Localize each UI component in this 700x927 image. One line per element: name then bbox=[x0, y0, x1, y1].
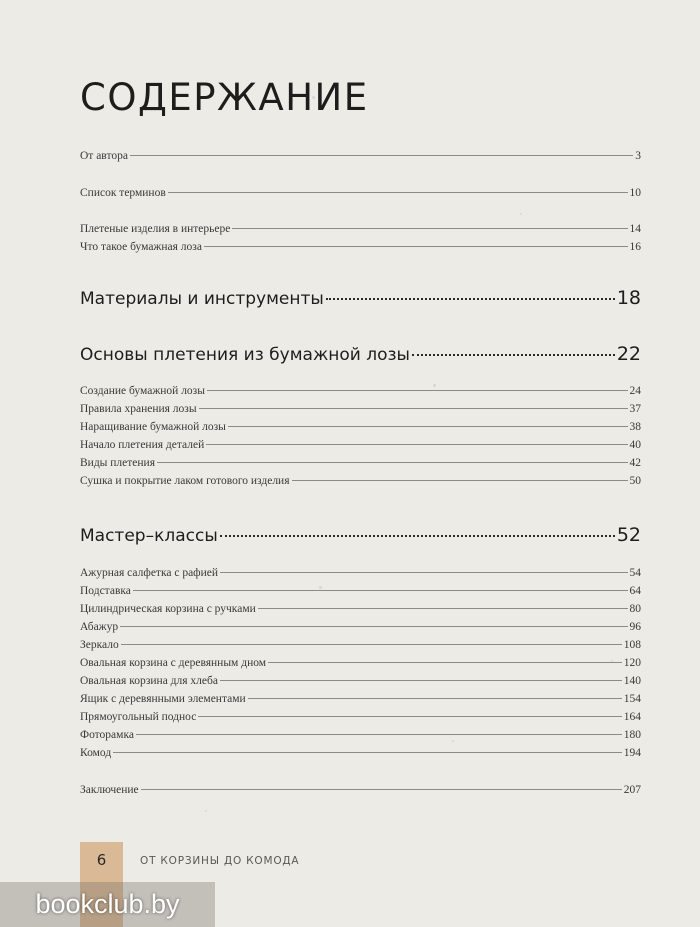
toc-entry-label: Сушка и покрытие лаком готового изделия bbox=[80, 475, 290, 487]
toc-entry-label: Фоторамка bbox=[80, 729, 134, 741]
toc-entry bbox=[80, 457, 641, 469]
toc-entry-page: 3 bbox=[635, 150, 641, 162]
toc-entry-page: 42 bbox=[629, 457, 641, 469]
toc-entry bbox=[80, 693, 641, 705]
toc-entry-page: 14 bbox=[629, 223, 641, 235]
toc-leader-line bbox=[220, 680, 622, 681]
toc-leader-line bbox=[168, 192, 628, 193]
toc-entry-page: 54 bbox=[629, 567, 641, 579]
toc-entry-label: Ажурная салфетка с рафией bbox=[80, 567, 219, 579]
toc-entry-page: 24 bbox=[629, 385, 641, 397]
toc-entry-page: 37 bbox=[629, 403, 641, 415]
toc-leader-line bbox=[157, 462, 627, 463]
toc-section bbox=[80, 343, 641, 365]
toc-leader-line bbox=[207, 390, 628, 391]
toc-section-label: Мастер–классы bbox=[80, 526, 218, 546]
toc-leader-line bbox=[141, 789, 622, 790]
toc-entry bbox=[80, 675, 641, 687]
toc-leader-line bbox=[133, 590, 628, 591]
toc-entry-page: 120 bbox=[623, 657, 641, 669]
toc-leader-line bbox=[199, 408, 628, 409]
toc-entry-label: От автора bbox=[80, 150, 128, 162]
toc-entry bbox=[80, 150, 641, 162]
toc-entry-label: Зеркало bbox=[80, 639, 119, 651]
toc-entry bbox=[80, 657, 641, 669]
toc-entry bbox=[80, 187, 641, 199]
toc-entry bbox=[80, 784, 641, 796]
toc-section-page: 22 bbox=[616, 343, 641, 365]
toc-leader-line bbox=[220, 572, 627, 573]
toc-entry-label: Овальная корзина с деревянным дном bbox=[80, 657, 267, 669]
toc-entry-label: Плетеные изделия в интерьере bbox=[80, 223, 231, 235]
toc-leader-line bbox=[120, 626, 627, 627]
toc-leader-line bbox=[121, 644, 622, 645]
toc-entry-page: 140 bbox=[623, 675, 641, 687]
toc-entry-label: Цилиндрическая корзина с ручками bbox=[80, 603, 256, 615]
toc-entry bbox=[80, 439, 641, 451]
toc-section-page: 52 bbox=[616, 524, 641, 546]
toc-entry-page: 164 bbox=[623, 711, 641, 723]
toc-entry bbox=[80, 223, 641, 235]
toc-leader-line bbox=[228, 426, 628, 427]
toc-entry-page: 80 bbox=[629, 603, 641, 615]
toc-entry bbox=[80, 729, 641, 741]
toc-entry-page: 96 bbox=[629, 621, 641, 633]
toc-leader-dots bbox=[326, 298, 615, 300]
toc-entry-label: Создание бумажной лозы bbox=[80, 385, 205, 397]
toc-leader-line bbox=[258, 608, 628, 609]
toc-section bbox=[80, 524, 641, 546]
toc-entry bbox=[80, 639, 641, 651]
toc-entry-label: Подставка bbox=[80, 585, 131, 597]
page-number: 6 bbox=[96, 851, 107, 869]
toc-entry-label: Заключение bbox=[80, 784, 139, 796]
toc-entry-label: Комод bbox=[80, 747, 112, 759]
toc-entry-label: Начало плетения деталей bbox=[80, 439, 205, 451]
toc-entry-label: Виды плетения bbox=[80, 457, 156, 469]
toc-leader-line bbox=[292, 480, 628, 481]
toc-leader-line bbox=[206, 444, 627, 445]
toc-entry bbox=[80, 385, 641, 397]
toc-entry-page: 180 bbox=[623, 729, 641, 741]
toc-entry-page: 207 bbox=[623, 784, 641, 796]
paper-texture bbox=[520, 213, 522, 215]
toc-entry-page: 50 bbox=[629, 475, 641, 487]
toc-leader-line bbox=[232, 228, 627, 229]
toc-entry-page: 10 bbox=[629, 187, 641, 199]
toc-entry bbox=[80, 475, 641, 487]
running-title: ОТ КОРЗИНЫ ДО КОМОДА bbox=[140, 855, 300, 867]
toc-leader-line bbox=[204, 246, 628, 247]
toc-entry bbox=[80, 711, 641, 723]
toc-entry bbox=[80, 585, 641, 597]
toc-entry-label: Абажур bbox=[80, 621, 119, 633]
watermark: bookclub.by bbox=[0, 882, 215, 927]
toc-leader-line bbox=[248, 698, 622, 699]
page-title: СОДЕРЖАНИЕ bbox=[80, 76, 369, 119]
toc-leader-line bbox=[198, 716, 621, 717]
toc-entry-label: Овальная корзина для хлеба bbox=[80, 675, 218, 687]
toc-entry-label: Ящик с деревянными элементами bbox=[80, 693, 246, 705]
toc-entry bbox=[80, 403, 641, 415]
toc-entry bbox=[80, 603, 641, 615]
toc-section-page: 18 bbox=[616, 287, 641, 309]
toc-leader-dots bbox=[412, 354, 615, 356]
toc-entry bbox=[80, 567, 641, 579]
toc-entry-page: 194 bbox=[623, 747, 641, 759]
toc-entry-label: Правила хранения лозы bbox=[80, 403, 197, 415]
toc-entry bbox=[80, 747, 641, 759]
toc-leader-line bbox=[268, 662, 622, 663]
toc-leader-dots bbox=[220, 535, 615, 537]
toc-leader-line bbox=[113, 752, 622, 753]
toc-entry-label: Что такое бумажная лоза bbox=[80, 241, 202, 253]
toc-entry bbox=[80, 421, 641, 433]
toc-section bbox=[80, 287, 641, 309]
toc-entry bbox=[80, 621, 641, 633]
toc-leader-line bbox=[136, 734, 622, 735]
toc-entry-label: Прямоугольный поднос bbox=[80, 711, 197, 723]
toc-entry-label: Наращивание бумажной лозы bbox=[80, 421, 226, 433]
toc-entry-page: 40 bbox=[629, 439, 641, 451]
toc-entry-page: 108 bbox=[623, 639, 641, 651]
toc-entry bbox=[80, 241, 641, 253]
toc-section-label: Основы плетения из бумажной лозы bbox=[80, 345, 410, 365]
toc-leader-line bbox=[130, 155, 633, 156]
toc-entry-page: 154 bbox=[623, 693, 641, 705]
paper-texture bbox=[205, 810, 207, 812]
toc-entry-page: 38 bbox=[629, 421, 641, 433]
toc-entry-page: 16 bbox=[629, 241, 641, 253]
toc-entry-label: Список терминов bbox=[80, 187, 166, 199]
toc-entry-page: 64 bbox=[629, 585, 641, 597]
toc-section-label: Материалы и инструменты bbox=[80, 289, 324, 309]
